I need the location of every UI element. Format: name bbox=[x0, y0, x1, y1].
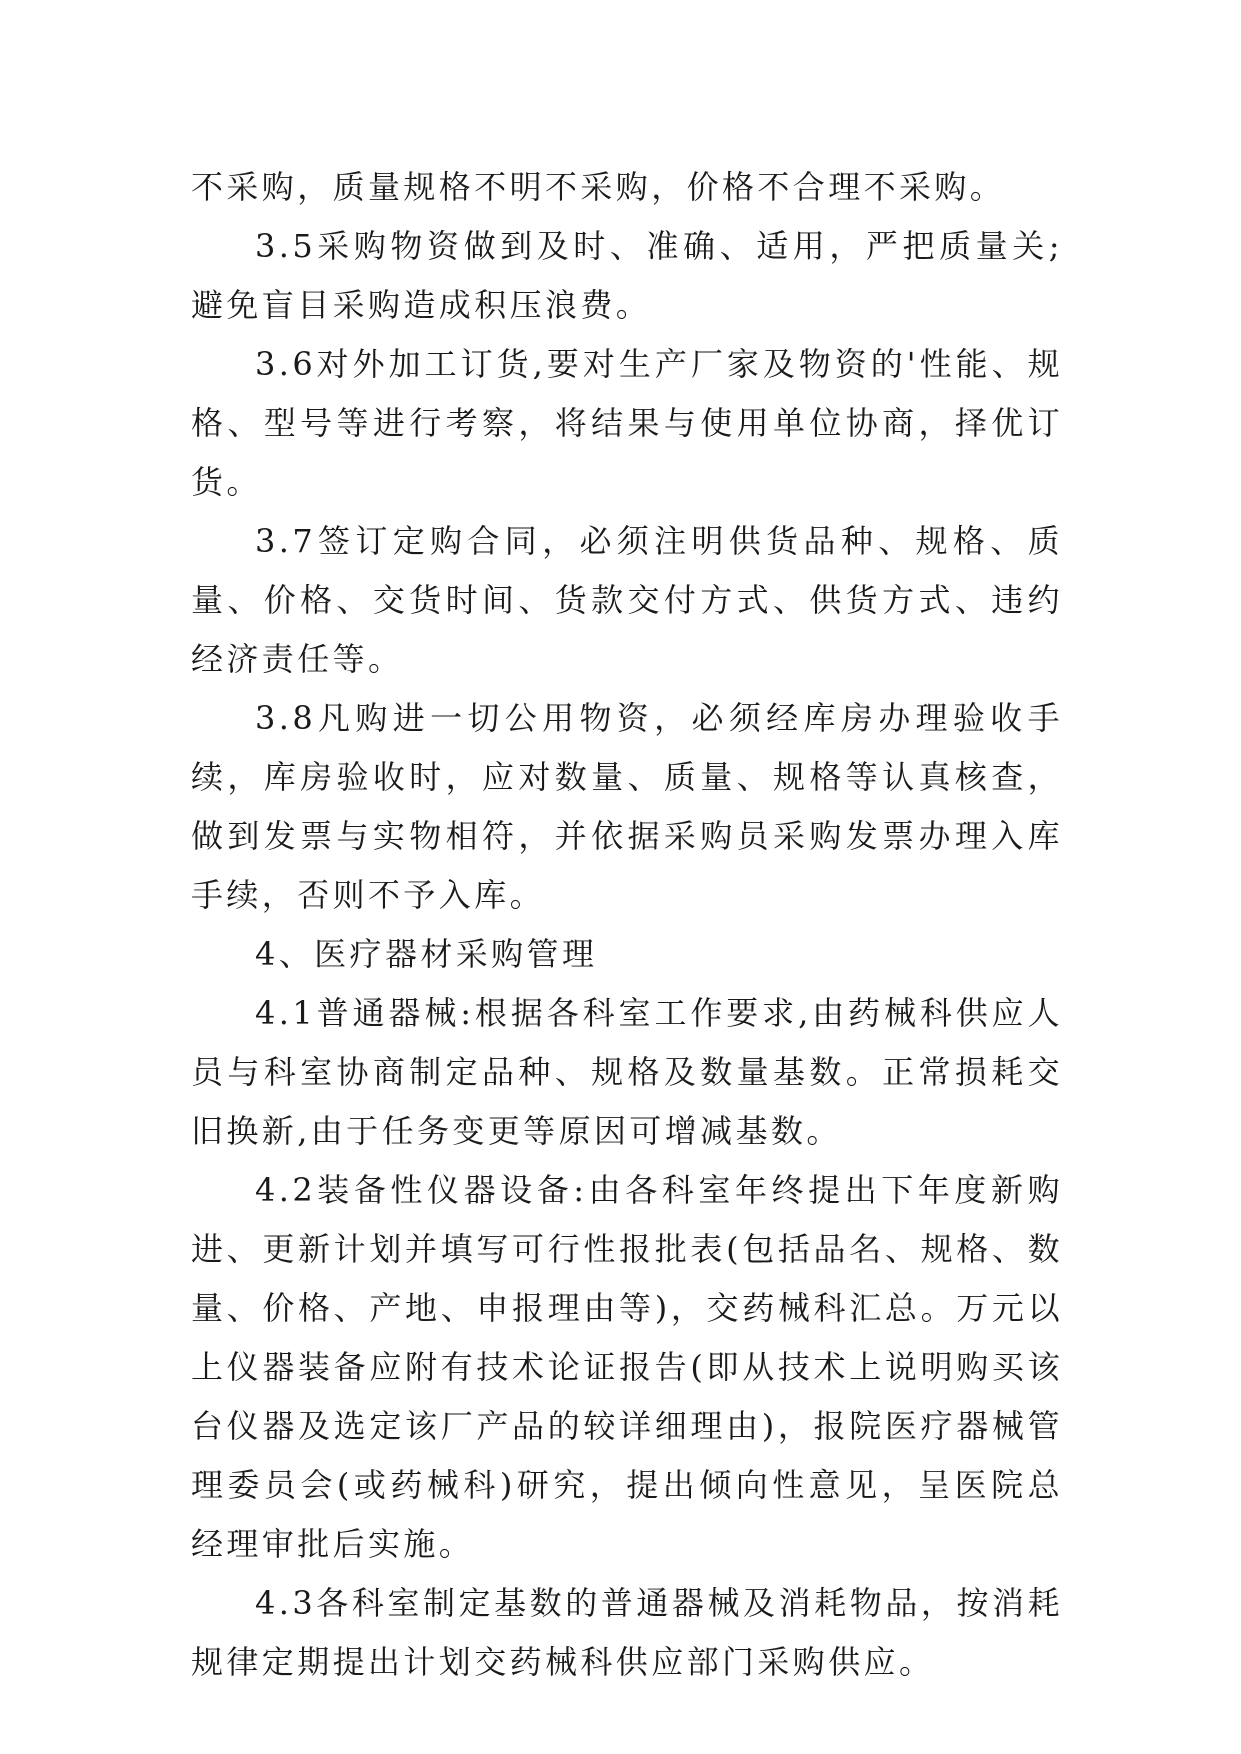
paragraph-3-7: 3.7签订定购合同，必须注明供货品种、规格、质量、价格、交货时间、货款交付方式、供货方式、违约经济责任等。 bbox=[191, 522, 1063, 678]
paragraph-continuation: 不采购，质量规格不明不采购，价格不合理不采购。 bbox=[191, 168, 1006, 206]
paragraph-4-1: 4.1普通器械:根据各科室工作要求,由药械科供应人员与科室协商制定品种、规格及数量基数。正常损耗交旧换新,由于任务变更等原因可增减基数。 bbox=[191, 994, 1063, 1150]
paragraph-3-6: 3.6对外加工订货,要对生产厂家及物资的'性能、规格、型号等进行考察，将结果与使用单位协商，择优订货。 bbox=[191, 345, 1063, 501]
paragraph-3-8: 3.8凡购进一切公用物资，必须经库房办理验收手续，库房验收时，应对数量、质量、规格等认真核查，做到发票与实物相符，并依据采购员采购发票办理入库手续，否则不予入库。 bbox=[191, 699, 1063, 914]
paragraph-3-5: 3.5采购物资做到及时、准确、适用，严把质量关;避免盲目采购造成积压浪费。 bbox=[191, 227, 1063, 324]
body-text bbox=[191, 158, 1063, 1692]
paragraph-4-3: 4.3各科室制定基数的普通器械及消耗物品，按消耗规律定期提出计划交药械科供应部门采购供应。 bbox=[191, 1584, 1063, 1681]
paragraph-4-2: 4.2装备性仪器设备:由各科室年终提出下年度新购进、更新计划并填写可行性报批表(包括品名、规格、数量、价格、产地、申报理由等)，交药械科汇总。万元以上仪器装备应附有技术论证报告(即从技术上说明购买该台仪器及选定该厂产品的较详细理由)，报院医疗器械管理委员会(或药械科)研究，提出倾向性意见，呈医院总经理审批后实施。 bbox=[191, 1171, 1063, 1563]
section-heading-4: 4、医疗器材采购管理 bbox=[255, 935, 598, 973]
